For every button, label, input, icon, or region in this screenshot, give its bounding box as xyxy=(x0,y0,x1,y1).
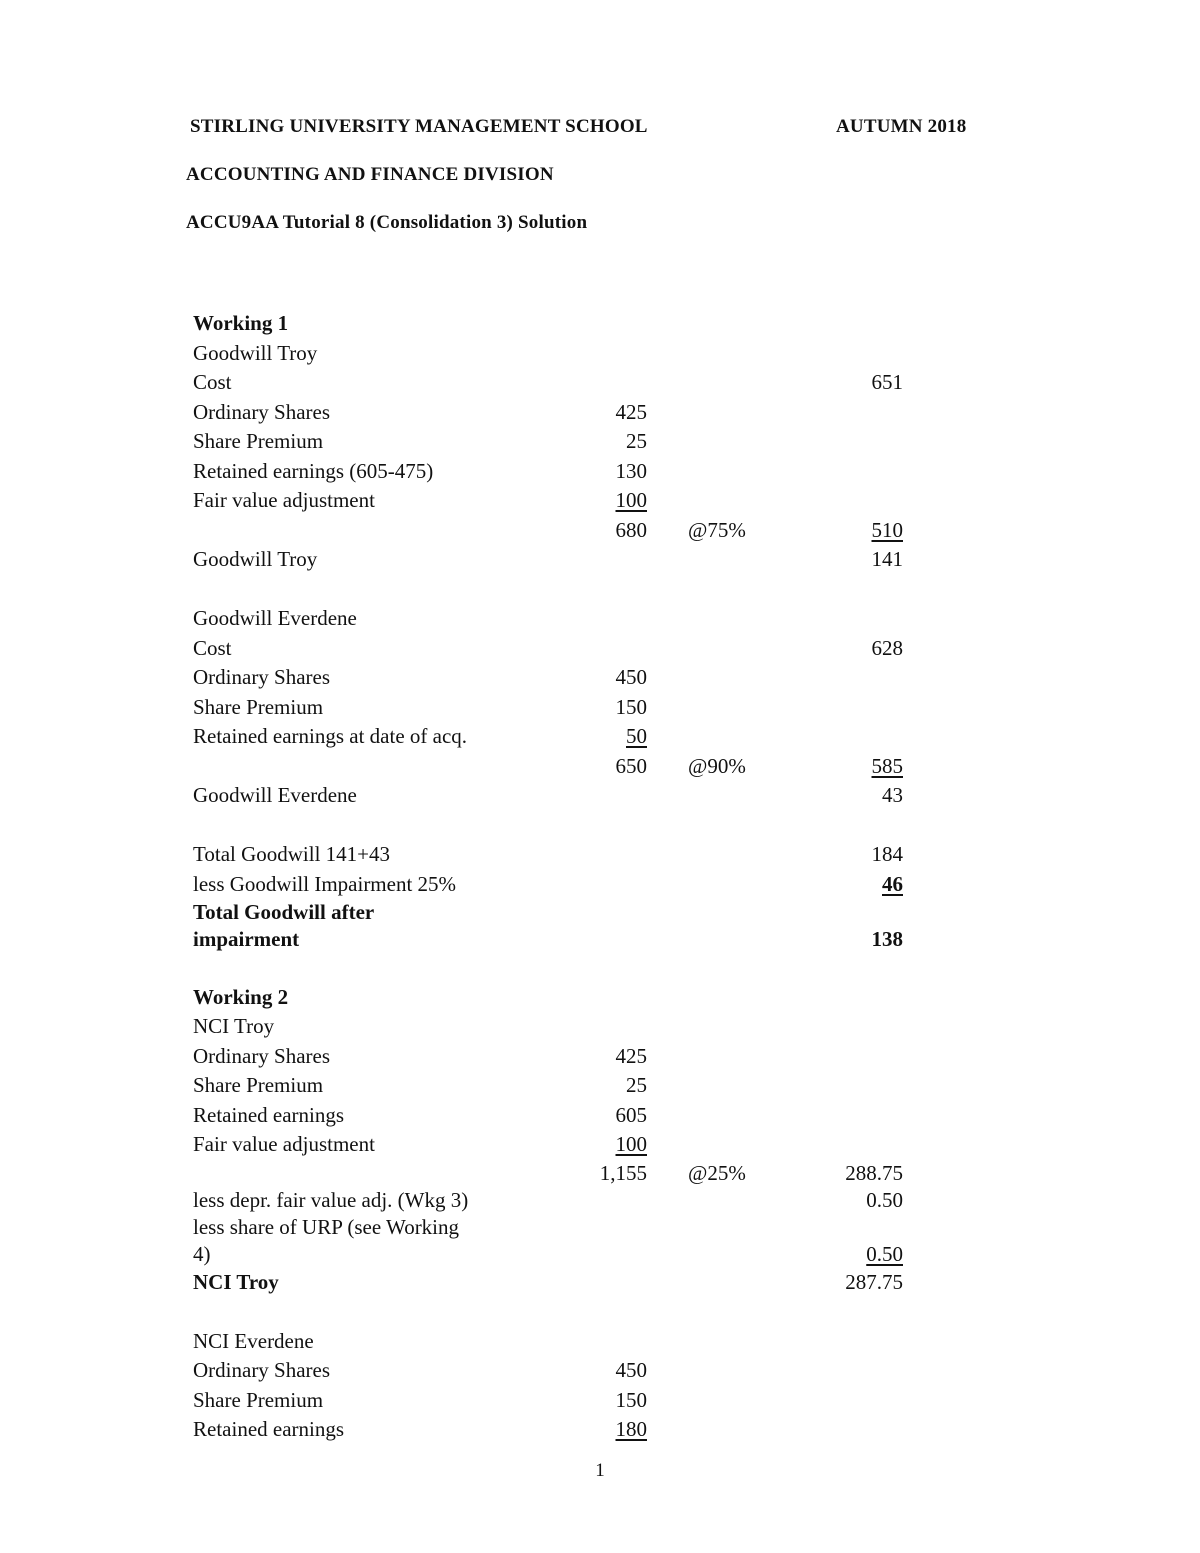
goodwill-everdene-title: Goodwill Everdene xyxy=(193,606,357,630)
row-amount: 425 xyxy=(615,399,647,424)
row-amount: 150 xyxy=(615,694,647,719)
row-total: 141 xyxy=(871,547,903,571)
spacer xyxy=(193,1297,953,1327)
nci-everdene-title: NCI Everdene xyxy=(193,1328,314,1353)
urp-row-cont xyxy=(193,1241,953,1268)
table-row xyxy=(193,1356,953,1386)
table-row xyxy=(193,1071,953,1101)
row-total: 651 xyxy=(871,370,903,394)
nci-everdene-title-row xyxy=(193,1327,953,1357)
row-label: Ordinary Shares xyxy=(193,1358,331,1382)
spacer xyxy=(193,811,953,841)
row-total: 43 xyxy=(882,783,903,807)
working-1-heading-row xyxy=(193,309,953,339)
working-2-heading: Working 2 xyxy=(193,984,289,1009)
subtotal-row xyxy=(193,516,953,546)
table-row xyxy=(193,368,953,398)
percentage-label: @25% xyxy=(688,1160,746,1185)
row-label: Total Goodwill after xyxy=(193,900,375,924)
table-row xyxy=(193,1042,953,1072)
total-goodwill-row xyxy=(193,840,953,870)
spacer xyxy=(193,953,953,983)
row-amount: 100 xyxy=(615,1132,647,1156)
table-row xyxy=(193,427,953,457)
row-label: Retained earnings xyxy=(193,1417,345,1441)
goodwill-troy-row xyxy=(193,545,953,575)
goodwill-everdene-title-row xyxy=(193,604,953,634)
row-total: 0.50 xyxy=(866,1241,903,1266)
row-label: less Goodwill Impairment 25% xyxy=(193,871,457,896)
goodwill-troy-title: Goodwill Troy xyxy=(193,340,318,365)
row-label: less depr. fair value adj. (Wkg 3) xyxy=(193,1187,469,1212)
row-label: Retained earnings at date of acq. xyxy=(193,724,468,748)
row-amount: 50 xyxy=(626,724,647,748)
row-label: impairment xyxy=(193,927,300,951)
row-label: Retained earnings (605-475) xyxy=(193,458,434,483)
share-amount: 288.75 xyxy=(845,1160,903,1185)
table-row xyxy=(193,693,953,723)
table-row xyxy=(193,634,953,664)
page-number: 1 xyxy=(595,1460,605,1481)
row-label: Fair value adjustment xyxy=(193,1132,375,1156)
table-row xyxy=(193,457,953,487)
workings-table xyxy=(193,309,953,1445)
row-label: Retained earnings xyxy=(193,1102,345,1127)
row-amount: 450 xyxy=(615,1358,647,1382)
row-label: Share Premium xyxy=(193,694,324,719)
row-amount: 130 xyxy=(615,458,647,483)
row-label: Goodwill Troy xyxy=(193,547,318,571)
row-total: 138 xyxy=(871,927,903,951)
table-row xyxy=(193,1386,953,1416)
nci-troy-title-row xyxy=(193,1012,953,1042)
row-amount: 25 xyxy=(626,429,647,453)
goodwill-troy-title-row xyxy=(193,339,953,369)
subtotal-row xyxy=(193,1160,953,1187)
row-label: NCI Troy xyxy=(193,1269,279,1294)
nci-troy-row xyxy=(193,1268,953,1298)
goodwill-everdene-row xyxy=(193,781,953,811)
working-2-heading-row xyxy=(193,983,953,1013)
row-label: 4) xyxy=(193,1241,211,1266)
row-label: Cost xyxy=(193,370,232,394)
goodwill-after-impairment-row xyxy=(193,899,953,926)
row-label: Share Premium xyxy=(193,1387,324,1412)
row-amount: 100 xyxy=(615,488,647,512)
row-label: Ordinary Shares xyxy=(193,665,331,689)
document-title: ACCU9AA Tutorial 8 (Consolidation 3) Solution xyxy=(186,212,588,233)
subtotal-amount: 650 xyxy=(615,753,647,778)
subtotal-amount: 680 xyxy=(615,517,647,542)
row-label: Total Goodwill 141+43 xyxy=(193,842,391,866)
term-label: AUTUMN 2018 xyxy=(836,116,967,137)
row-label: Fair value adjustment xyxy=(193,488,375,512)
row-label: Share Premium xyxy=(193,1073,324,1097)
table-row xyxy=(193,486,953,516)
share-amount: 585 xyxy=(871,753,903,778)
spacer xyxy=(193,575,953,605)
division-name: ACCOUNTING AND FINANCE DIVISION xyxy=(186,164,554,185)
goodwill-after-impairment-row-cont xyxy=(193,926,953,953)
row-amount: 425 xyxy=(615,1043,647,1068)
table-row xyxy=(193,398,953,428)
row-label: Ordinary Shares xyxy=(193,399,331,424)
impairment-row xyxy=(193,870,953,900)
percentage-label: @75% xyxy=(688,517,746,542)
row-label: Share Premium xyxy=(193,429,324,453)
row-label: Ordinary Shares xyxy=(193,1043,331,1068)
row-label: Goodwill Everdene xyxy=(193,783,357,807)
subtotal-row xyxy=(193,752,953,782)
urp-row xyxy=(193,1214,953,1241)
row-total: 287.75 xyxy=(845,1269,903,1294)
table-row xyxy=(193,1130,953,1160)
row-total: 184 xyxy=(871,842,903,866)
row-total: 46 xyxy=(882,871,903,896)
percentage-label: @90% xyxy=(688,753,746,778)
working-1-heading: Working 1 xyxy=(193,311,289,335)
table-row xyxy=(193,1415,953,1445)
share-amount: 510 xyxy=(871,517,903,542)
row-total: 0.50 xyxy=(866,1187,903,1212)
row-amount: 605 xyxy=(615,1102,647,1127)
row-label: less share of URP (see Working xyxy=(193,1214,460,1239)
table-row xyxy=(193,722,953,752)
school-name: STIRLING UNIVERSITY MANAGEMENT SCHOOL xyxy=(190,116,648,137)
table-row xyxy=(193,1101,953,1131)
row-amount: 150 xyxy=(615,1387,647,1412)
row-label: Cost xyxy=(193,635,232,660)
subtotal-amount: 1,155 xyxy=(599,1160,647,1185)
table-row xyxy=(193,663,953,693)
row-total: 628 xyxy=(871,635,903,660)
row-amount: 25 xyxy=(626,1073,647,1097)
depreciation-row xyxy=(193,1187,953,1214)
row-amount: 180 xyxy=(615,1417,647,1441)
row-amount: 450 xyxy=(615,665,647,689)
nci-troy-title: NCI Troy xyxy=(193,1014,275,1038)
